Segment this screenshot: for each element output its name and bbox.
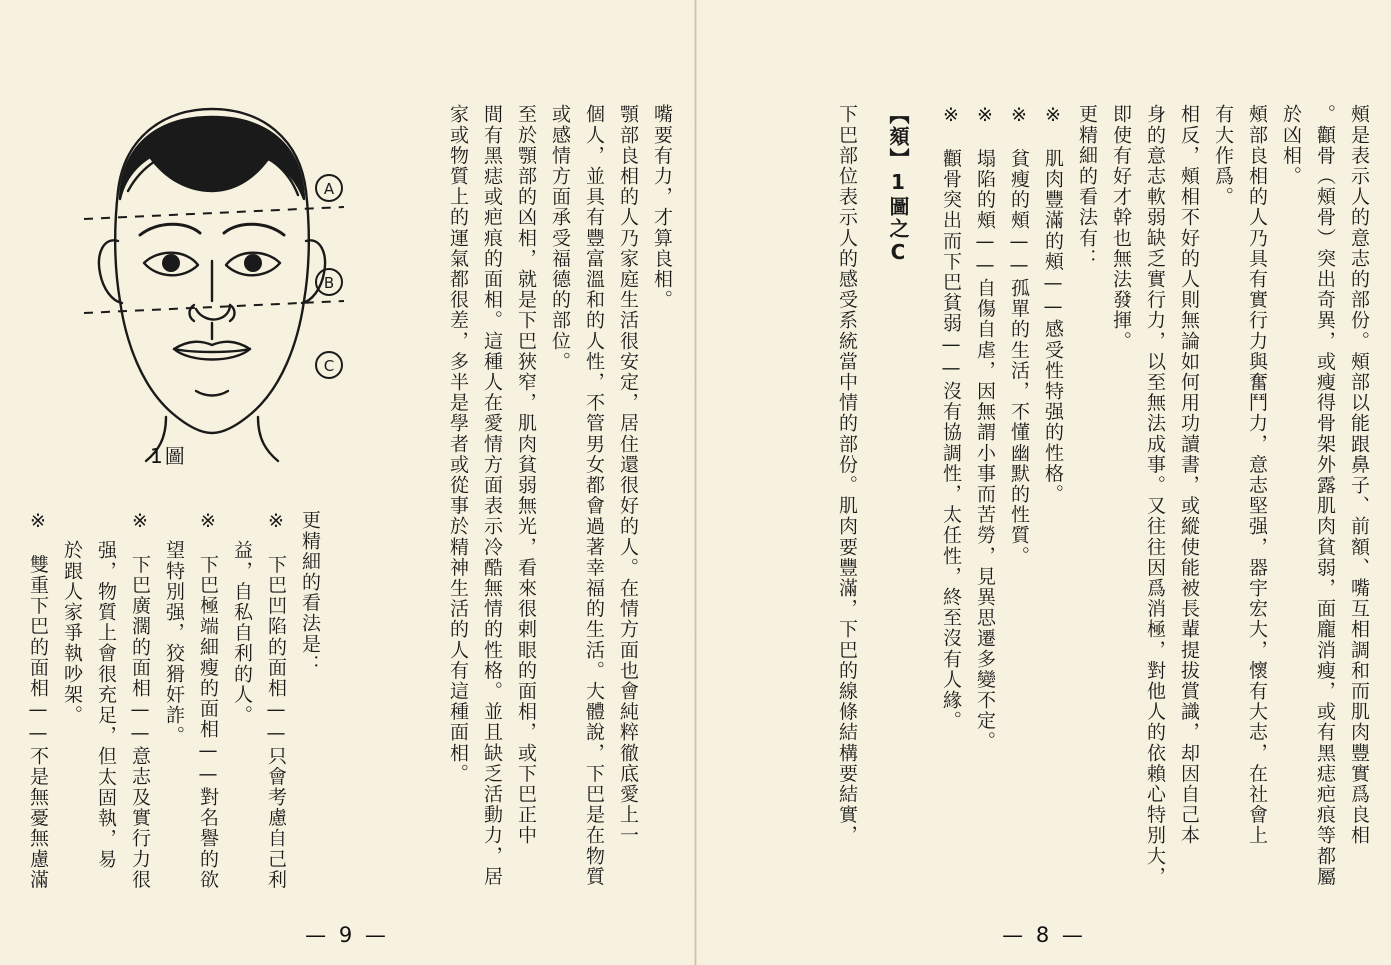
left-lower-col-7: 强，物質上會很充足，但太固執，易 xyxy=(95,540,117,870)
page-number-left: — 9 — xyxy=(305,923,389,947)
svg-text:B: B xyxy=(323,274,335,292)
marker-b-icon xyxy=(314,267,344,297)
left-lower-col-2: ※ 下巴凹陷的面相——只會考慮自己利 xyxy=(265,510,287,890)
left-col-7: 家或物質上的運氣都很差，多半是學者或從事於精神生活的人有這種面相。 xyxy=(447,104,469,784)
right-col-9: 更精細的看法有： xyxy=(1076,104,1098,269)
right-col-13: ※ 顴骨突出而下巴貧弱——沒有協調性，太任性，終至沒有人緣。 xyxy=(940,104,962,731)
left-col-6: 間有黑痣或疤痕的面相。這種人在愛情方面表示冷酷無情的性格。並且缺乏活動力，居 xyxy=(481,104,503,887)
right-col-4: 頰部良相的人乃具有實行力與奮鬥力，意志堅强，器宇宏大，懷有大志，在社會上 xyxy=(1246,104,1268,846)
section-heading-chin: 【頦】1圖之C xyxy=(886,104,910,266)
right-col-1: 頰是表示人的意志的部份。頰部以能跟鼻子、前額、嘴互相調和而肌肉豐實爲良相 xyxy=(1348,104,1370,846)
marker-a-icon xyxy=(314,173,344,203)
right-col-10: ※ 肌肉豐滿的頰——感受性特强的性格。 xyxy=(1042,104,1064,505)
right-col-6: 相反，頰相不好的人則無論如何用功讀書，或縱使能被長輩提拔賞識，却因自己本 xyxy=(1178,104,1200,846)
page-left xyxy=(0,0,694,965)
left-lower-col-5: 望特別强，狡猾奸詐。 xyxy=(163,540,185,746)
left-lower-col-6: ※ 下巴廣濶的面相——意志及實行力很 xyxy=(129,510,151,890)
left-col-3: 個人，並具有豐富溫和的人性，不管男女都會過著幸福的生活。大體說，下巴是在物質 xyxy=(583,104,605,887)
figure-caption: 1圖 xyxy=(150,444,187,468)
section-body-chin: 下巴部位表示人的感受系統當中情的部份。肌肉要豐滿，下巴的線條結構要結實， xyxy=(836,104,858,846)
left-col-4: 或感情方面承受福德的部位。 xyxy=(549,104,571,372)
right-col-5: 有大作爲。 xyxy=(1212,104,1234,207)
left-col-2: 顎部良相的人乃家庭生活很安定，居住還很好的人。在情方面也會純粹徹底愛上一 xyxy=(617,104,639,846)
left-col-5: 至於顎部的凶相，就是下巴狹窄，肌肉貧弱無光，看來很剌眼的面相，或下巴正中 xyxy=(515,104,537,846)
left-lower-col-1: 更精細的看法是： xyxy=(299,510,321,675)
marker-c-icon xyxy=(314,350,344,380)
left-col-1: 嘴要有力，才算良相。 xyxy=(651,104,673,310)
page-right xyxy=(697,0,1391,965)
right-col-11: ※ 貧瘦的頰——孤單的生活，不懂幽默的性質。 xyxy=(1008,104,1030,567)
right-col-8: 即使有好才幹也無法發揮。 xyxy=(1110,104,1132,352)
svg-text:A: A xyxy=(323,180,335,198)
right-col-3: 於凶相。 xyxy=(1280,104,1302,187)
left-lower-col-3: 益，自私自利的人。 xyxy=(231,540,253,726)
right-col-7: 身的意志軟弱缺乏實行力，以至無法成事。又往往因爲消極，對他人的依賴心特別大， xyxy=(1144,104,1166,887)
left-lower-col-9: ※ 雙重下巴的面相——不是無憂無慮滿 xyxy=(27,510,49,890)
left-lower-col-8: 於跟人家爭執吵架。 xyxy=(61,540,83,726)
left-lower-col-4: ※ 下巴極端細瘦的面相——對名譽的欲 xyxy=(197,510,219,890)
right-col-12: ※ 塌陷的頰——自傷自虐，因無謂小事而苦勞，見異思遷多變不定。 xyxy=(974,104,996,752)
svg-text:C: C xyxy=(323,357,335,375)
page-number-right: — 8 — xyxy=(1002,923,1086,947)
face-diagram xyxy=(62,95,362,485)
right-col-2: 。顴骨（頰骨）突出奇異，或瘦得骨架外露肌肉貧弱，面龐消瘦，或有黑痣疤痕等都屬 xyxy=(1314,104,1336,887)
